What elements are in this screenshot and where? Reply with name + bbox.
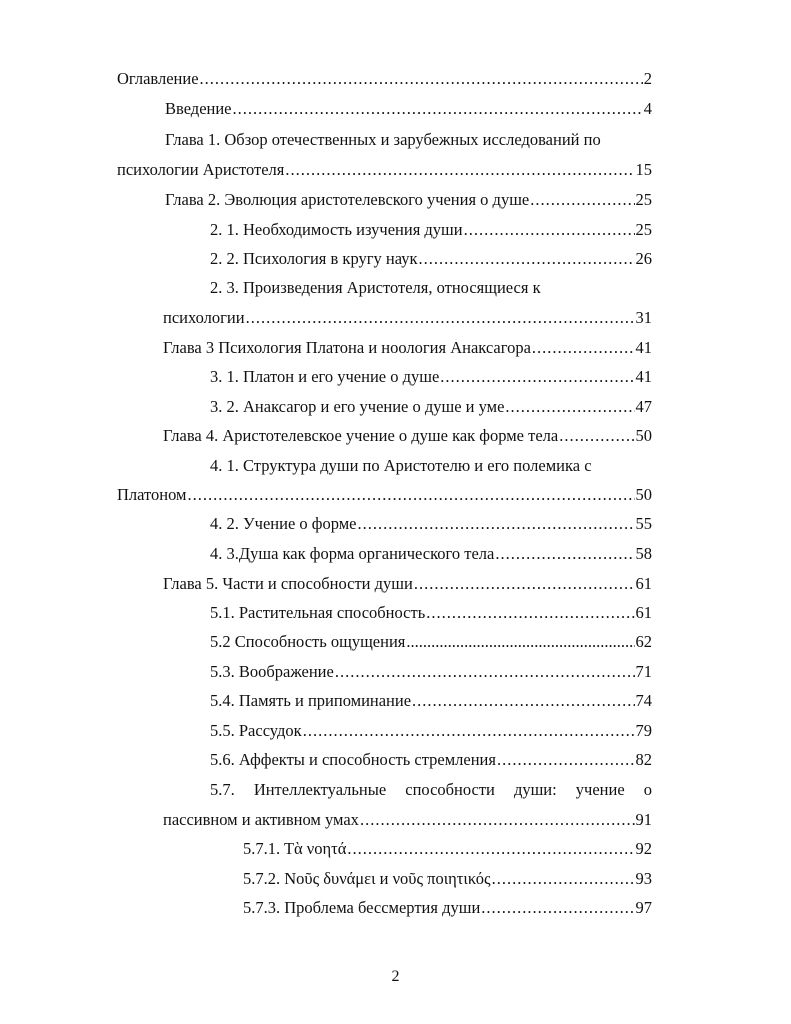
toc-entry-section-5-4 xyxy=(210,686,652,716)
toc-entry-chapter-1-line-2 xyxy=(117,155,652,185)
toc-entry-title: 5.7.1. Τὰ νοητά xyxy=(243,839,347,858)
toc-entry-page: 55 xyxy=(635,514,652,533)
toc-entry-page: 41 xyxy=(635,367,652,386)
toc-entry-page: 93 xyxy=(635,869,652,888)
toc-entry-title: 5.3. Воображение xyxy=(210,662,334,681)
toc-entry-title: Глава 5. Части и способности души xyxy=(163,574,413,593)
toc-entry-page: 2 xyxy=(643,69,652,88)
leader-dots xyxy=(285,155,634,185)
toc-entry-title: Введение xyxy=(165,99,232,118)
leader-dots xyxy=(358,509,635,539)
toc-entry-section-5-3 xyxy=(210,657,652,687)
leader-dots xyxy=(233,94,643,124)
toc-entry-page: 50 xyxy=(635,485,652,504)
toc-entry-section-4-1-line-2 xyxy=(117,480,652,510)
toc-entry-vvedenie xyxy=(165,94,652,124)
toc-entry-page: 25 xyxy=(635,190,652,209)
leader-dots xyxy=(412,686,634,716)
toc-entry-section-5-7-line-2 xyxy=(163,805,652,835)
leader-dots xyxy=(360,805,635,835)
toc-entry-section-3-1 xyxy=(210,362,652,392)
toc-entry-title: Оглавление xyxy=(117,69,199,88)
toc-entry-chapter-3 xyxy=(163,333,652,363)
toc-entry-oglavlenie xyxy=(117,64,652,94)
toc-entry-section-5-7-line-1 xyxy=(210,775,652,805)
toc-entry-page: 50 xyxy=(635,426,652,445)
leader-dots xyxy=(492,864,635,894)
toc-entry-section-3-2 xyxy=(210,392,652,422)
toc-entry-title: 5.5. Рассудок xyxy=(210,721,302,740)
leader-dots xyxy=(505,392,634,422)
leader-dots xyxy=(246,303,635,333)
leader-dots xyxy=(495,539,634,569)
leader-dots xyxy=(426,598,634,628)
toc-word: способности xyxy=(405,780,495,799)
toc-entry-title: 4. 2. Учение о форме xyxy=(210,514,357,533)
toc-entry-page: 62 xyxy=(635,632,652,651)
toc-entry-title: психологии Аристотеля xyxy=(117,160,285,179)
toc-entry-title: психологии xyxy=(163,308,245,327)
toc-entry-page: 97 xyxy=(635,898,652,917)
toc-entry-chapter-4 xyxy=(163,421,652,451)
leader-dots xyxy=(532,333,635,363)
toc-entry-page: 61 xyxy=(635,574,652,593)
toc-entry-section-5-2 xyxy=(210,627,652,657)
toc-entry-title: 2. 2. Психология в кругу наук xyxy=(210,249,418,268)
toc-entry-title: пассивном и активном умах xyxy=(163,810,359,829)
toc-entry-section-5-7-2 xyxy=(243,864,652,894)
toc-entry-section-5-5 xyxy=(210,716,652,746)
toc-entry-title: 5.4. Память и припоминание xyxy=(210,691,412,710)
toc-entry-section-4-2 xyxy=(210,509,652,539)
leader-dots xyxy=(200,64,643,94)
toc-entry-title: Глава 3 Психология Платона и ноология Анаксагора xyxy=(163,338,531,357)
toc-entry-page: 79 xyxy=(635,721,652,740)
toc-entry-page: 74 xyxy=(635,691,652,710)
toc-word: 5.7. xyxy=(210,780,235,799)
leader-dots xyxy=(418,244,634,274)
leader-dots xyxy=(559,421,634,451)
toc-entry-title: 5.7.2. Νοῦς δυνάμει и νοῦς ποιητικός xyxy=(243,869,491,888)
toc-entry-title: 5.1. Растительная способность xyxy=(210,603,426,622)
toc-entry-section-5-7-3 xyxy=(243,893,652,923)
toc-entry-title: 2. 1. Необходимость изучения души xyxy=(210,220,463,239)
toc-entry-page: 71 xyxy=(635,662,652,681)
toc-entry-page: 82 xyxy=(635,750,652,769)
toc-entry-title: Платоном xyxy=(117,485,187,504)
toc-entry-section-5-7-1 xyxy=(243,834,652,864)
toc-entry-section-5-6 xyxy=(210,745,652,775)
leader-dots xyxy=(347,834,634,864)
toc-entry-page: 47 xyxy=(635,397,652,416)
toc-entry-page: 58 xyxy=(635,544,652,563)
toc-entry-page: 15 xyxy=(635,160,652,179)
toc-entry-page: 92 xyxy=(635,839,652,858)
toc-entry-section-4-3 xyxy=(210,539,652,569)
leader-dots xyxy=(414,569,635,599)
toc-entry-title: 4. 3.Душа как форма органического тела xyxy=(210,544,495,563)
leader-dots xyxy=(481,893,634,923)
leader-dots xyxy=(530,185,634,215)
toc-entry-page: 25 xyxy=(635,220,652,239)
toc-entry-title: 5.6. Аффекты и способность стремления xyxy=(210,750,496,769)
page-number: 2 xyxy=(391,968,400,985)
toc-entry-section-2-3-line-1: 2. 3. Произведения Аристотеля, относящиеся к xyxy=(210,278,541,297)
leader-dots xyxy=(406,627,634,657)
toc-entry-section-2-2 xyxy=(210,244,652,274)
leader-dots xyxy=(303,716,635,746)
toc-entry-title: 5.7.3. Проблема бессмертия души xyxy=(243,898,481,917)
toc-entry-page: 91 xyxy=(635,810,652,829)
toc-word: учение xyxy=(575,780,625,799)
leader-dots xyxy=(497,745,635,775)
leader-dots xyxy=(335,657,635,687)
leader-dots xyxy=(464,215,635,245)
toc-entry-page: 61 xyxy=(635,603,652,622)
leader-dots xyxy=(188,480,635,510)
leader-dots xyxy=(440,362,634,392)
toc-entry-page: 41 xyxy=(635,338,652,357)
toc-entry-title: 3. 1. Платон и его учение о душе xyxy=(210,367,440,386)
toc-word: о xyxy=(643,780,652,799)
toc-entry-chapter-5 xyxy=(163,569,652,599)
toc-word: Интеллектуальные xyxy=(253,780,387,799)
toc-entry-section-2-1 xyxy=(210,215,652,245)
toc-entry-title: 3. 2. Анаксагор и его учение о душе и уме xyxy=(210,397,505,416)
toc-entry-title: Глава 2. Эволюция аристотелевского учения о душе xyxy=(165,190,530,209)
toc-entry-page: 31 xyxy=(635,308,652,327)
toc-entry-page: 4 xyxy=(643,99,652,118)
toc-entry-chapter-1-line-1: Глава 1. Обзор отечественных и зарубежных исследований по xyxy=(165,130,601,149)
toc-entry-section-4-1-line-1: 4. 1. Структура души по Аристотелю и его полемика с xyxy=(210,456,592,475)
toc-entry-title: Глава 4. Аристотелевское учение о душе как форме тела xyxy=(163,426,559,445)
toc-word: души: xyxy=(513,780,557,799)
toc-entry-chapter-2 xyxy=(165,185,652,215)
toc-entry-section-5-1 xyxy=(210,598,652,628)
toc-entry-page: 26 xyxy=(635,249,652,268)
toc-entry-section-2-3-line-2 xyxy=(163,303,652,333)
toc-entry-title: 5.2 Способность ощущения xyxy=(210,632,406,651)
